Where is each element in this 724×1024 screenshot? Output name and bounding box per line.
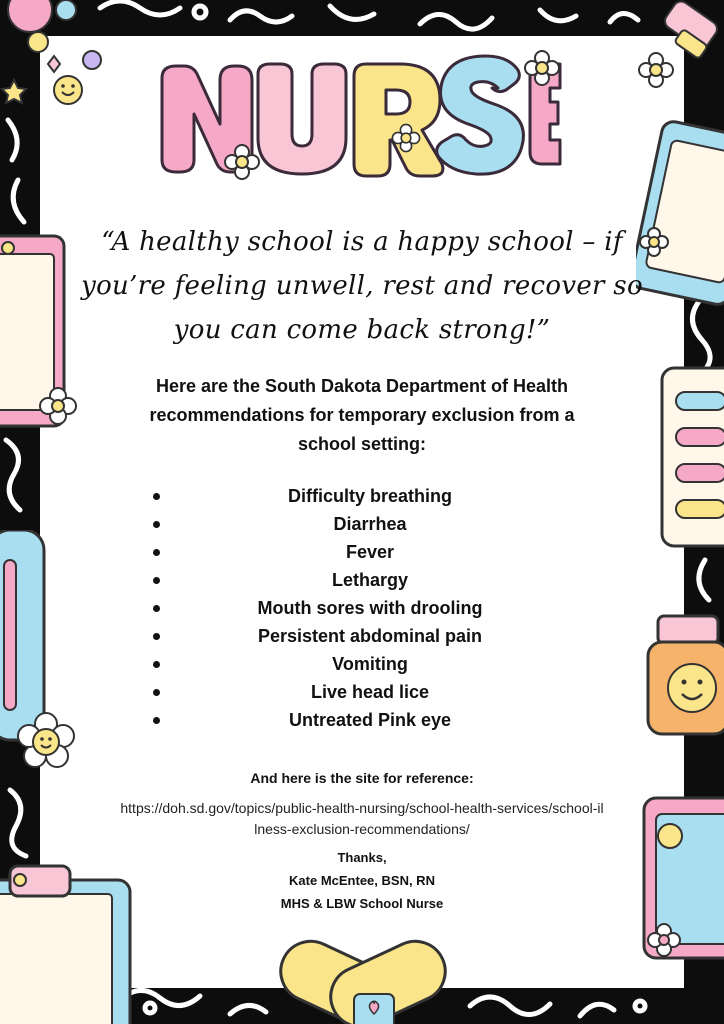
- smiley-icon: [54, 76, 82, 104]
- bullet-icon: [153, 661, 160, 668]
- list-item: Mouth sores with drooling: [145, 594, 595, 622]
- nurse-title: [150, 48, 570, 188]
- bullet-icon: [153, 633, 160, 640]
- bullet-icon: [153, 689, 160, 696]
- list-item: Vomiting: [145, 650, 595, 678]
- thermometer-icon: [0, 530, 90, 780]
- list-item: Difficulty breathing: [145, 482, 595, 510]
- top-left-stickers: [0, 0, 110, 110]
- signature-thanks: Thanks,: [337, 850, 387, 865]
- signature-role: MHS & LBW School Nurse: [280, 896, 444, 911]
- signature-name: Kate McEntee, BSN, RN: [289, 873, 435, 888]
- bullet-icon: [153, 605, 160, 612]
- pill-pack-icon: [656, 362, 724, 552]
- bullet-icon: [153, 577, 160, 584]
- clipboard-icon: [640, 790, 724, 970]
- bullet-icon: [153, 521, 160, 528]
- reference-heading: And here is the site for reference:: [250, 770, 474, 786]
- quote-text: “A healthy school is a happy school – if you’re feeling unwell, rest and recover so you can come back strong!”: [81, 227, 643, 345]
- clipboard-icon: [0, 860, 140, 1024]
- bandage-icon: [268, 934, 458, 1024]
- reference-link[interactable]: https://doh.sd.gov/topics/public-health-nursing/school-health-services/school-illness-exclusion-recommendations/: [120, 800, 604, 837]
- bullet-icon: [153, 493, 160, 500]
- bullet-icon: [153, 549, 160, 556]
- list-item: Untreated Pink eye: [145, 706, 595, 734]
- flower-icon: [639, 53, 673, 87]
- list-item: Fever: [145, 538, 595, 566]
- list-item: Persistent abdominal pain: [145, 622, 595, 650]
- star-icon: [2, 80, 26, 103]
- list-item: Lethargy: [145, 566, 595, 594]
- intro-text: Here are the South Dakota Department of Health recommendations for temporary exclusion from a school setting:: [149, 376, 575, 454]
- list-item: Diarrhea: [145, 510, 595, 538]
- signature-block: [200, 846, 524, 915]
- bullet-icon: [153, 717, 160, 724]
- list-item: Live head lice: [145, 678, 595, 706]
- top-right-stickers: [626, 0, 724, 100]
- symptom-list: [145, 482, 595, 734]
- pill-bottle-icon: [644, 610, 724, 740]
